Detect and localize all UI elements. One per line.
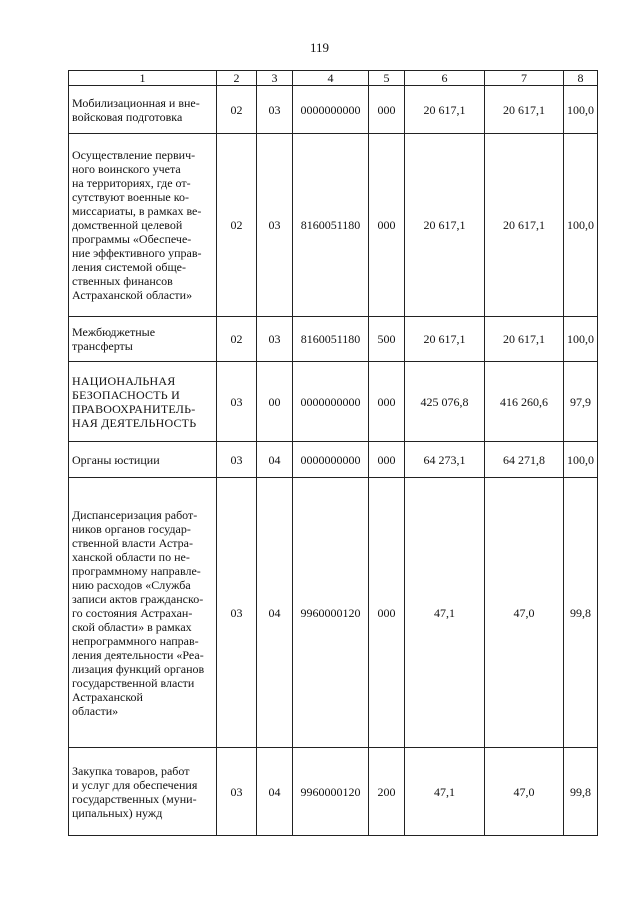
cell-subsection: 04 xyxy=(257,442,293,478)
cell-subsection: 00 xyxy=(257,362,293,442)
table-row xyxy=(69,442,598,478)
cell-expense-type: 000 xyxy=(369,478,405,748)
cell-target-code: 0000000000 xyxy=(293,362,369,442)
cell-section: 02 xyxy=(217,134,257,317)
cell-percent: 97,9 xyxy=(564,362,598,442)
cell-subsection: 04 xyxy=(257,478,293,748)
cell-planned: 64 273,1 xyxy=(405,442,485,478)
cell-percent: 100,0 xyxy=(564,134,598,317)
column-header: 8 xyxy=(564,71,598,86)
cell-executed: 20 617,1 xyxy=(485,317,564,362)
column-header: 5 xyxy=(369,71,405,86)
row-name: Мобилизационная и вне- войсковая подготовка xyxy=(69,86,217,134)
cell-planned: 20 617,1 xyxy=(405,86,485,134)
cell-subsection: 03 xyxy=(257,317,293,362)
column-header: 6 xyxy=(405,71,485,86)
cell-executed: 416 260,6 xyxy=(485,362,564,442)
column-header: 2 xyxy=(217,71,257,86)
cell-planned: 47,1 xyxy=(405,478,485,748)
header-row xyxy=(69,71,598,86)
cell-section: 03 xyxy=(217,478,257,748)
cell-target-code: 8160051180 xyxy=(293,134,369,317)
table-row xyxy=(69,317,598,362)
cell-planned: 20 617,1 xyxy=(405,317,485,362)
cell-executed: 47,0 xyxy=(485,748,564,836)
cell-subsection: 03 xyxy=(257,86,293,134)
cell-section: 03 xyxy=(217,748,257,836)
cell-percent: 99,8 xyxy=(564,478,598,748)
cell-planned: 425 076,8 xyxy=(405,362,485,442)
cell-section: 02 xyxy=(217,317,257,362)
cell-target-code: 0000000000 xyxy=(293,86,369,134)
cell-executed: 64 271,8 xyxy=(485,442,564,478)
cell-expense-type: 200 xyxy=(369,748,405,836)
cell-section: 03 xyxy=(217,442,257,478)
cell-expense-type: 000 xyxy=(369,442,405,478)
cell-section: 02 xyxy=(217,86,257,134)
cell-target-code: 8160051180 xyxy=(293,317,369,362)
column-header: 7 xyxy=(485,71,564,86)
column-header: 1 xyxy=(69,71,217,86)
cell-percent: 100,0 xyxy=(564,442,598,478)
cell-executed: 47,0 xyxy=(485,478,564,748)
cell-percent: 99,8 xyxy=(564,748,598,836)
table-row xyxy=(69,748,598,836)
cell-target-code: 9960000120 xyxy=(293,748,369,836)
cell-planned: 20 617,1 xyxy=(405,134,485,317)
table-row xyxy=(69,362,598,442)
table-row xyxy=(69,134,598,317)
cell-executed: 20 617,1 xyxy=(485,86,564,134)
row-name: НАЦИОНАЛЬНАЯ БЕЗОПАСНОСТЬ И ПРАВООХРАНИТЕЛЬ- НАЯ ДЕЯТЕЛЬНОСТЬ xyxy=(69,362,217,442)
row-name: Закупка товаров, работ и услуг для обеспечения государственных (муни- ципальных) нужд xyxy=(69,748,217,836)
column-header: 3 xyxy=(257,71,293,86)
row-name: Межбюджетные трансферты xyxy=(69,317,217,362)
table-row xyxy=(69,86,598,134)
row-name: Органы юстиции xyxy=(69,442,217,478)
cell-target-code: 0000000000 xyxy=(293,442,369,478)
cell-subsection: 03 xyxy=(257,134,293,317)
cell-expense-type: 000 xyxy=(369,86,405,134)
budget-table xyxy=(68,70,598,836)
cell-expense-type: 500 xyxy=(369,317,405,362)
cell-subsection: 04 xyxy=(257,748,293,836)
table-row xyxy=(69,478,598,748)
cell-planned: 47,1 xyxy=(405,748,485,836)
cell-expense-type: 000 xyxy=(369,134,405,317)
cell-expense-type: 000 xyxy=(369,362,405,442)
cell-percent: 100,0 xyxy=(564,86,598,134)
row-name: Осуществление первич- ного воинского учета на территориях, где от- сутствуют военные ко- миссариаты, в рамках ве- домственной целевой программы «Обеспече- ние эффективного управ- ления системой обще- ственных финансов Астраханской области» xyxy=(69,134,217,317)
cell-target-code: 9960000120 xyxy=(293,478,369,748)
page-number: 119 xyxy=(309,40,330,55)
column-header: 4 xyxy=(293,71,369,86)
cell-section: 03 xyxy=(217,362,257,442)
row-name: Диспансеризация работ- ников органов государ- ственной власти Астра- ханской области по не- программному направле- нию расходов «Служба записи актов гражданско- го состояния Астрахан- ской области» в рамках непрограммного направ- ления деятельности «Реа- лизация функций органов государственной власти Астраханской области» xyxy=(69,478,217,748)
cell-executed: 20 617,1 xyxy=(485,134,564,317)
cell-percent: 100,0 xyxy=(564,317,598,362)
